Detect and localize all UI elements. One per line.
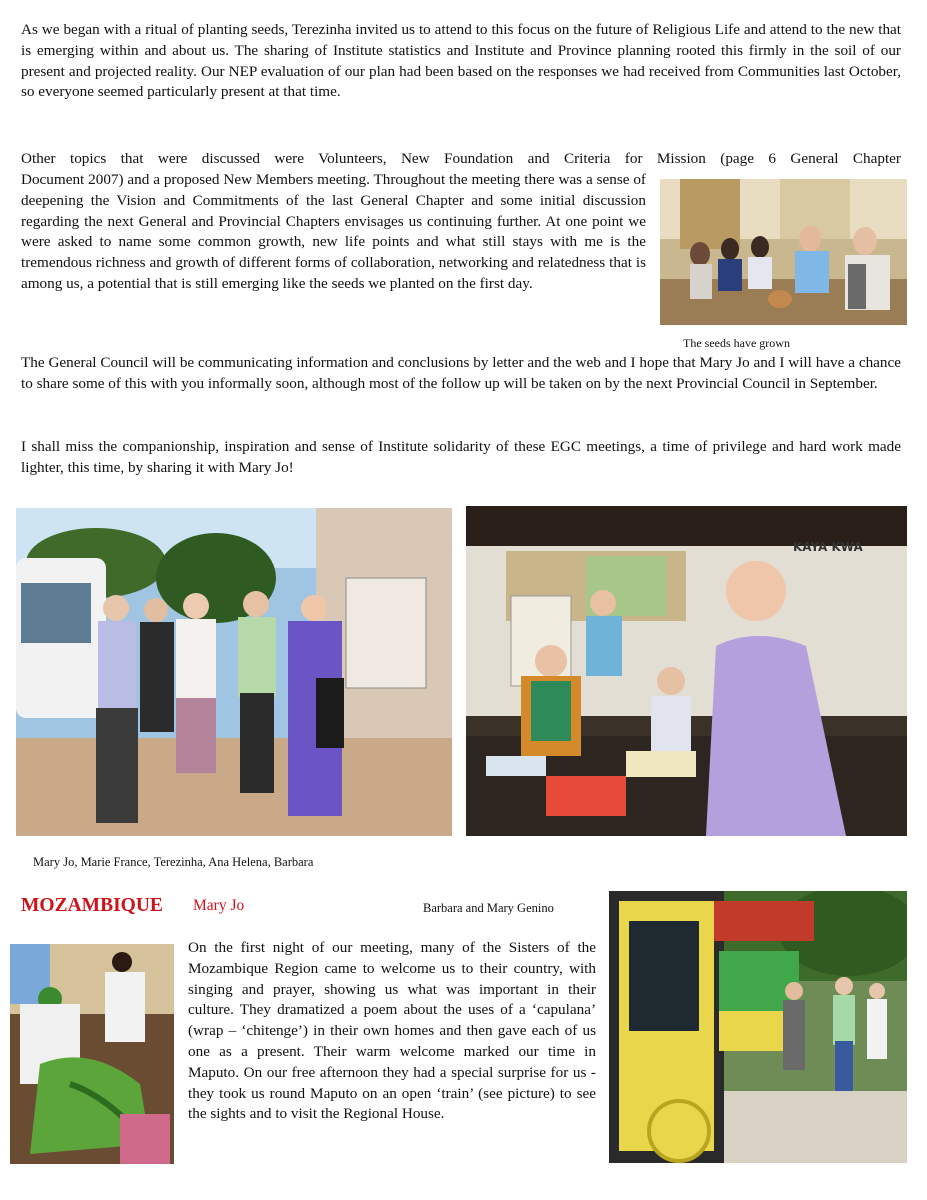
wall-sign-text: KAYA KWA <box>793 540 863 554</box>
intro-paragraph-3: The General Council will be communicating information and conclusions by letter and the web and I hope that Mary Jo and I will have a chance to share some of this with you informally soon, although most of the follow up will be taken on by the next Provincial Council in September. <box>21 354 901 392</box>
group-photo-caption: Mary Jo, Marie France, Terezinha, Ana Helena, Barbara <box>33 855 314 869</box>
intro-paragraph-1: As we began with a ritual of planting seeds, Terezinha invited us to attend to this focus on the future of Religious Life and attend to the new that is emerging within and about us. The sharing of Institute statistics and Institute and Province planning rooted this firmly in the soil of our present and projected reality. Our NEP evaluation of our plan had been based on the responses we had received from Communities last October, so everyone seemed particularly present at that time. <box>21 21 901 101</box>
mozambique-body: On the first night of our meeting, many of the Sisters of the Mozambique Region came to welcome us to their country, with singing and prayer, showing us what was important in their culture. They dramatized a poem about the uses of a ‘capulana’ (wrap – ‘chitenge’) in their own homes and then gave each of us one as a present. Their warm welcome marked our time in Maputo. On our free afternoon they had a special surprise for us - they took us round Maputo on an open ‘train’ (see picture) to see the sights and to visit the Regional House. <box>188 939 596 1123</box>
group-outdoor-photo <box>16 508 452 836</box>
seeds-meeting-photo <box>660 179 907 325</box>
barbara-photo-caption: Barbara and Mary Genino <box>423 901 554 915</box>
capulana-photo <box>10 944 174 1164</box>
mozambique-heading: MOZAMBIQUE <box>21 895 163 916</box>
seeds-photo-caption: The seeds have grown <box>683 336 790 350</box>
intro-paragraph-4: I shall miss the companionship, inspiration and sense of Institute solidarity of these EGC meetings, a time of privilege and hard work made lighter, this time, by sharing it with Mary Jo! <box>21 438 901 476</box>
mozambique-author: Mary Jo <box>193 897 245 914</box>
intro-paragraph-2-body: Document 2007) and a proposed New Members meeting. Throughout the meeting there was a sense of deepening the Vision and Commitments of the last General Chapter and some initial discussion regarding the next General and Provincial Chapters envisages us continuing further. At one point we were asked to name some common growth, new life points and what still stays with me is the tremendous richness and growth of different forms of collaboration, networking and relatedness that is among us, a potential that is still emerging like the seeds we planted on the first day. <box>21 171 646 292</box>
maputo-train-photo <box>609 891 907 1163</box>
indoor-meeting-photo <box>466 506 907 836</box>
intro-paragraph-2-lead: Other topics that were discussed were Volunteers, New Foundation and Criteria for Mission (page 6 General Chapter <box>21 150 901 167</box>
